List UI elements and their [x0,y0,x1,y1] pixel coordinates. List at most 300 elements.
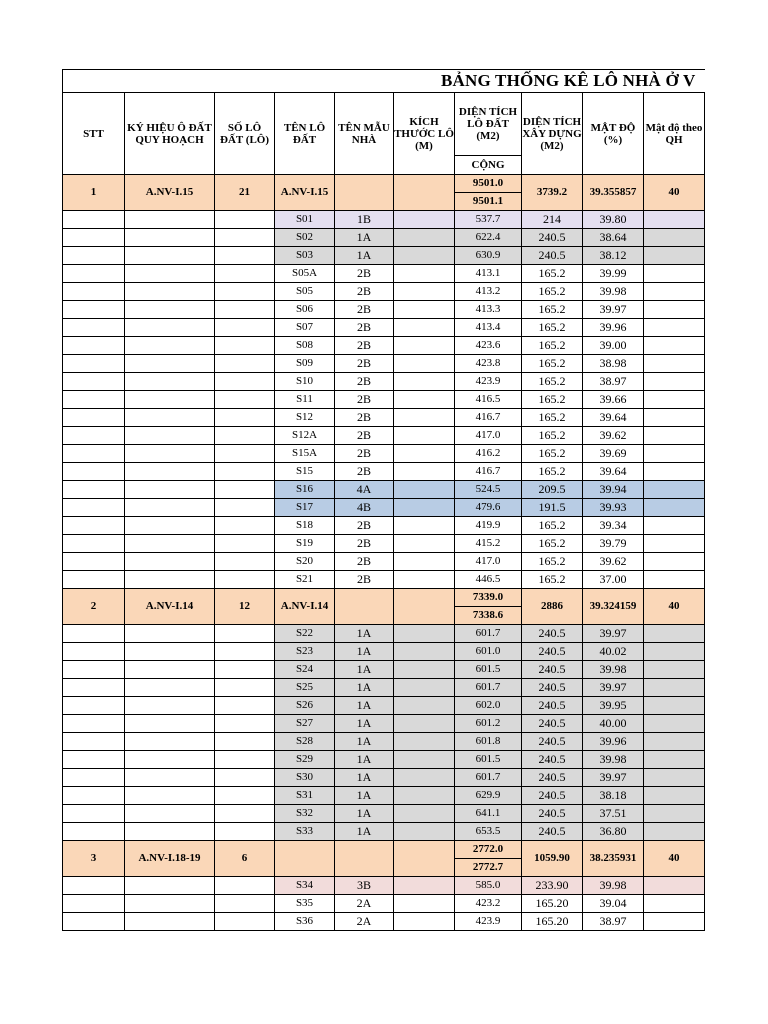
cell-ky-hieu [125,733,215,751]
cell-lot-name: S15 [275,463,335,481]
cell-stt [63,211,125,229]
group-mat-do: 38.235931 [583,841,644,877]
table-row [63,751,705,769]
cell-house-type: 1A [335,679,394,697]
group-dien-tich-b: 9501.1 [455,193,522,211]
cell-stt [63,283,125,301]
table-row [63,427,705,445]
header-dien-tich-lo: DIỆN TÍCH LÔ ĐẤT (M2) [455,93,522,156]
cell-size [394,355,455,373]
cell-lot-name: S21 [275,571,335,589]
cell-ky-hieu [125,751,215,769]
cell-lot-name: S25 [275,679,335,697]
cell-size [394,625,455,643]
cell-build-area: 240.5 [522,247,583,265]
cell-house-type: 2B [335,319,394,337]
cell-house-type: 2B [335,355,394,373]
cell-build-area: 165.2 [522,427,583,445]
cell-house-type: 1A [335,769,394,787]
cell-stt [63,517,125,535]
group-mat-do: 39.355857 [583,175,644,211]
cell-lot-name: S10 [275,373,335,391]
table-row [63,661,705,679]
cell-ky-hieu [125,787,215,805]
cell-lot-name: S36 [275,913,335,931]
cell-lot-name: S33 [275,823,335,841]
cell-lot-name: S08 [275,337,335,355]
header-kich-thuoc: KÍCH THƯỚC LÔ (M) [394,93,455,175]
cell-size [394,463,455,481]
cell-density: 39.99 [583,265,644,283]
cell-size [394,283,455,301]
cell-stt [63,895,125,913]
cell-lot-name: S15A [275,445,335,463]
cell-size [394,751,455,769]
cell-land-area: 415.2 [455,535,522,553]
cell-stt [63,877,125,895]
cell-lot-name: S32 [275,805,335,823]
cell-ky-hieu [125,625,215,643]
cell-density: 39.62 [583,427,644,445]
cell-land-area: 601.5 [455,751,522,769]
group-row [63,589,705,607]
cell-density-plan [644,553,705,571]
cell-house-type: 2B [335,391,394,409]
cell-ky-hieu [125,463,215,481]
group-ten-lo: A.NV-I.14 [275,589,335,625]
cell-density: 39.97 [583,301,644,319]
cell-density-plan [644,337,705,355]
cell-density: 39.97 [583,769,644,787]
cell-ky-hieu [125,247,215,265]
cell-build-area: 165.2 [522,319,583,337]
cell-ky-hieu [125,337,215,355]
cell-stt [63,301,125,319]
cell-build-area: 165.2 [522,373,583,391]
cell-density: 36.80 [583,823,644,841]
table-row [63,373,705,391]
cell-ky-hieu [125,877,215,895]
cell-size [394,697,455,715]
cell-density: 39.98 [583,283,644,301]
spreadsheet [62,69,762,931]
cell-density-plan [644,499,705,517]
cell-house-type: 2B [335,445,394,463]
group-ten-mau [335,841,394,877]
cell-stt [63,427,125,445]
cell-ky-hieu [125,283,215,301]
table-row [63,715,705,733]
header-so-lo: SỐ LÔ ĐẤT (LÔ) [215,93,275,175]
cell-ky-hieu [125,553,215,571]
cell-lot-name: S29 [275,751,335,769]
cell-house-type: 2B [335,373,394,391]
cell-ky-hieu [125,445,215,463]
cell-so-lo [215,877,275,895]
cell-density-plan [644,463,705,481]
cell-lot-name: S22 [275,625,335,643]
cell-land-area: 416.7 [455,463,522,481]
cell-density: 38.12 [583,247,644,265]
cell-density: 38.98 [583,355,644,373]
cell-size [394,535,455,553]
cell-house-type: 2B [335,427,394,445]
table-row [63,445,705,463]
table-row [63,553,705,571]
cell-stt [63,715,125,733]
cell-house-type: 2B [335,301,394,319]
cell-density-plan [644,643,705,661]
cell-size [394,679,455,697]
cell-house-type: 2B [335,553,394,571]
cell-build-area: 165.2 [522,283,583,301]
cell-ky-hieu [125,895,215,913]
cell-lot-name: S09 [275,355,335,373]
group-stt: 2 [63,589,125,625]
cell-house-type: 1A [335,715,394,733]
table-row [63,571,705,589]
cell-lot-name: S27 [275,715,335,733]
cell-build-area: 165.2 [522,463,583,481]
cell-stt [63,319,125,337]
cell-build-area: 240.5 [522,229,583,247]
cell-so-lo [215,283,275,301]
cell-density-plan [644,625,705,643]
group-mat-do-qh: 40 [644,175,705,211]
cell-density-plan [644,445,705,463]
header-ten-lo: TÊN LÔ ĐẤT [275,93,335,175]
cell-build-area: 240.5 [522,715,583,733]
cell-lot-name: S30 [275,769,335,787]
cell-so-lo [215,535,275,553]
cell-density: 39.66 [583,391,644,409]
header-stt: STT [63,93,125,175]
cell-stt [63,733,125,751]
cell-build-area: 214 [522,211,583,229]
cell-ky-hieu [125,571,215,589]
cell-land-area: 413.1 [455,265,522,283]
group-ky-hieu: A.NV-I.14 [125,589,215,625]
group-dien-tich-xd: 1059.90 [522,841,583,877]
cell-land-area: 423.8 [455,355,522,373]
cell-so-lo [215,211,275,229]
header-mat-do: MẬT ĐỘ (%) [583,93,644,175]
cell-build-area: 240.5 [522,625,583,643]
cell-so-lo [215,355,275,373]
table-row [63,463,705,481]
cell-density-plan [644,679,705,697]
cell-density: 39.96 [583,733,644,751]
group-ten-lo: A.NV-I.15 [275,175,335,211]
cell-lot-name: S18 [275,517,335,535]
group-so-lo: 12 [215,589,275,625]
cell-stt [63,913,125,931]
cell-land-area: 416.5 [455,391,522,409]
cell-lot-name: S11 [275,391,335,409]
cell-house-type: 2B [335,517,394,535]
cell-build-area: 240.5 [522,751,583,769]
cell-so-lo [215,823,275,841]
cell-land-area: 423.6 [455,337,522,355]
cell-size [394,391,455,409]
table-row [63,733,705,751]
cell-lot-name: S07 [275,319,335,337]
cell-lot-name: S28 [275,733,335,751]
cell-density-plan [644,715,705,733]
cell-size [394,661,455,679]
group-dien-tich-b: 2772.7 [455,859,522,877]
table-row [63,697,705,715]
table-row [63,913,705,931]
cell-size [394,715,455,733]
cell-size [394,787,455,805]
group-mat-do-qh: 40 [644,841,705,877]
cell-density: 40.02 [583,643,644,661]
cell-so-lo [215,481,275,499]
header-ten-mau: TÊN MẪU NHÀ [335,93,394,175]
cell-lot-name: S24 [275,661,335,679]
cell-density: 39.98 [583,877,644,895]
table-row [63,211,705,229]
cell-ky-hieu [125,265,215,283]
cell-build-area: 165.2 [522,265,583,283]
cell-so-lo [215,913,275,931]
cell-build-area: 240.5 [522,661,583,679]
cell-ky-hieu [125,535,215,553]
group-stt: 1 [63,175,125,211]
cell-stt [63,409,125,427]
cell-land-area: 537.7 [455,211,522,229]
cell-land-area: 601.7 [455,625,522,643]
cell-ky-hieu [125,319,215,337]
cell-so-lo [215,427,275,445]
cell-house-type: 1A [335,625,394,643]
cell-density: 39.69 [583,445,644,463]
cell-density-plan [644,373,705,391]
cell-stt [63,481,125,499]
cell-house-type: 1B [335,211,394,229]
cell-density: 39.62 [583,553,644,571]
cell-lot-name: S06 [275,301,335,319]
cell-size [394,643,455,661]
table-title: BẢNG THỐNG KÊ LÔ NHÀ Ở V [63,70,705,93]
cell-stt [63,553,125,571]
cell-build-area: 165.2 [522,391,583,409]
cell-size [394,445,455,463]
cell-ky-hieu [125,805,215,823]
cell-density: 38.18 [583,787,644,805]
cell-density: 39.79 [583,535,644,553]
cell-land-area: 417.0 [455,427,522,445]
table-row [63,265,705,283]
cell-so-lo [215,697,275,715]
cell-house-type: 2B [335,337,394,355]
cell-density: 39.97 [583,679,644,697]
cell-so-lo [215,373,275,391]
cell-size [394,823,455,841]
cell-so-lo [215,751,275,769]
group-kich-thuoc [394,589,455,625]
cell-density: 39.64 [583,463,644,481]
table-row [63,247,705,265]
cell-so-lo [215,643,275,661]
cell-build-area: 240.5 [522,697,583,715]
table-row [63,409,705,427]
cell-land-area: 629.9 [455,787,522,805]
cell-ky-hieu [125,499,215,517]
cell-lot-name: S20 [275,553,335,571]
cell-house-type: 2B [335,571,394,589]
cell-so-lo [215,301,275,319]
cell-density: 39.00 [583,337,644,355]
cell-stt [63,805,125,823]
cell-stt [63,499,125,517]
cell-lot-name: S05 [275,283,335,301]
cell-land-area: 601.8 [455,733,522,751]
cell-size [394,553,455,571]
cell-ky-hieu [125,697,215,715]
cell-land-area: 601.7 [455,769,522,787]
cell-house-type: 1A [335,661,394,679]
cell-size [394,499,455,517]
cell-stt [63,679,125,697]
cell-house-type: 1A [335,787,394,805]
cell-density-plan [644,913,705,931]
cell-lot-name: S01 [275,211,335,229]
cell-build-area: 240.5 [522,679,583,697]
cell-so-lo [215,517,275,535]
cell-density-plan [644,823,705,841]
header-mat-do-qh: Mật độ theo QH [644,93,705,175]
header-dien-tich-xd: DIỆN TÍCH XÂY DỰNG (M2) [522,93,583,175]
cell-density-plan [644,787,705,805]
cell-house-type: 1A [335,823,394,841]
cell-size [394,337,455,355]
cell-lot-name: S03 [275,247,335,265]
group-so-lo: 21 [215,175,275,211]
cell-ky-hieu [125,517,215,535]
cell-so-lo [215,661,275,679]
cell-stt [63,697,125,715]
group-kich-thuoc [394,175,455,211]
cell-density: 39.95 [583,697,644,715]
table-row [63,787,705,805]
group-dien-tich-b: 7338.6 [455,607,522,625]
cell-build-area: 233.90 [522,877,583,895]
cell-density-plan [644,805,705,823]
cell-size [394,517,455,535]
cell-build-area: 240.5 [522,733,583,751]
cell-ky-hieu [125,355,215,373]
cell-house-type: 1A [335,247,394,265]
cell-density: 40.00 [583,715,644,733]
cell-so-lo [215,499,275,517]
cell-density: 39.64 [583,409,644,427]
cell-land-area: 601.7 [455,679,522,697]
cell-size [394,409,455,427]
cell-land-area: 479.6 [455,499,522,517]
cell-ky-hieu [125,229,215,247]
cell-stt [63,571,125,589]
cell-lot-name: S17 [275,499,335,517]
table-row [63,517,705,535]
cell-lot-name: S19 [275,535,335,553]
cell-land-area: 601.2 [455,715,522,733]
cell-land-area: 423.2 [455,895,522,913]
table-row [63,481,705,499]
cell-stt [63,445,125,463]
cell-stt [63,787,125,805]
cell-land-area: 413.2 [455,283,522,301]
group-dien-tich-xd: 3739.2 [522,175,583,211]
cell-land-area: 585.0 [455,877,522,895]
cell-size [394,373,455,391]
cell-ky-hieu [125,211,215,229]
cell-land-area: 602.0 [455,697,522,715]
cell-stt [63,247,125,265]
cell-density: 39.04 [583,895,644,913]
cell-land-area: 446.5 [455,571,522,589]
cell-size [394,247,455,265]
group-dien-tich-xd: 2886 [522,589,583,625]
table-body [63,175,705,931]
header-ky-hieu: KÝ HIỆU Ô ĐẤT QUY HOẠCH [125,93,215,175]
cell-build-area: 240.5 [522,805,583,823]
cell-ky-hieu [125,427,215,445]
cell-lot-name: S05A [275,265,335,283]
cell-land-area: 641.1 [455,805,522,823]
cell-ky-hieu [125,373,215,391]
cell-density-plan [644,427,705,445]
cell-so-lo [215,769,275,787]
cell-house-type: 1A [335,697,394,715]
cell-ky-hieu [125,913,215,931]
cell-so-lo [215,679,275,697]
cell-density: 38.64 [583,229,644,247]
cell-build-area: 165.2 [522,535,583,553]
cell-house-type: 3B [335,877,394,895]
table-row [63,625,705,643]
cell-so-lo [215,229,275,247]
cell-stt [63,661,125,679]
cell-ky-hieu [125,715,215,733]
cell-so-lo [215,787,275,805]
table-row [63,499,705,517]
cell-density-plan [644,283,705,301]
lot-statistics-table [62,69,705,931]
cell-ky-hieu [125,661,215,679]
cell-so-lo [215,553,275,571]
cell-stt [63,643,125,661]
cell-build-area: 240.5 [522,787,583,805]
cell-density-plan [644,535,705,553]
cell-lot-name: S34 [275,877,335,895]
cell-density-plan [644,661,705,679]
cell-stt [63,373,125,391]
table-row [63,337,705,355]
cell-build-area: 240.5 [522,769,583,787]
cell-house-type: 1A [335,643,394,661]
cell-house-type: 2B [335,409,394,427]
cell-stt [63,463,125,481]
cell-ky-hieu [125,301,215,319]
cell-build-area: 165.2 [522,337,583,355]
cell-density: 38.97 [583,913,644,931]
cell-ky-hieu [125,391,215,409]
cell-lot-name: S23 [275,643,335,661]
cell-density-plan [644,211,705,229]
cell-land-area: 419.9 [455,517,522,535]
